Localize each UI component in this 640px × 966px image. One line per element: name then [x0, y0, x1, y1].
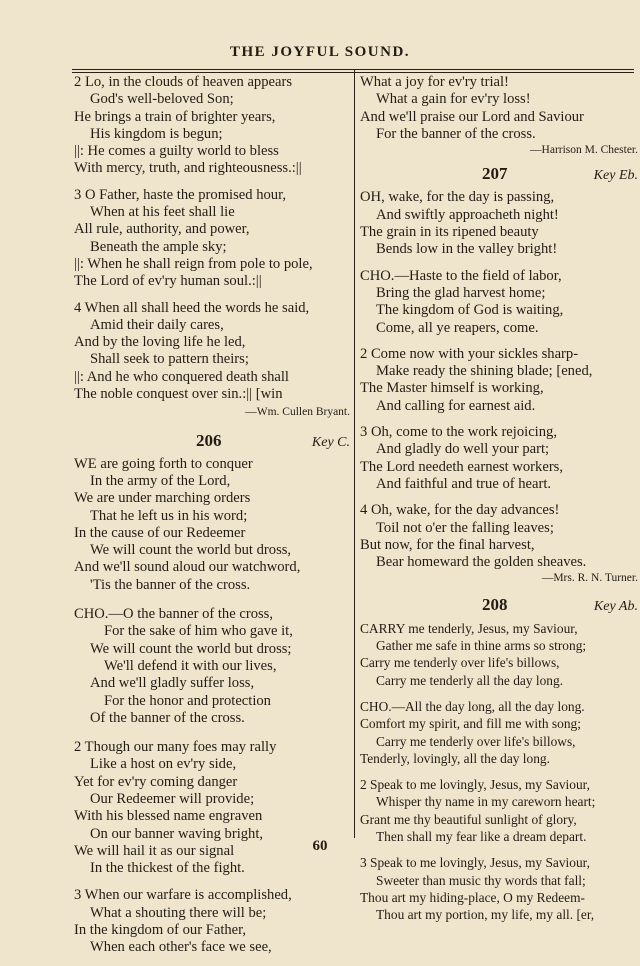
hymn-key: Key Ab.: [593, 598, 638, 614]
verse-line: Then shall my fear like a dream depart.: [376, 828, 587, 844]
hymn-206-stanza-1: [74, 456, 350, 594]
verse-line: Carry me tenderly over life's billows,: [360, 655, 560, 671]
verse-line: ||: And he who conquered death shall: [74, 368, 289, 385]
verse-line: CARRY me tenderly, Jesus, my Saviour,: [360, 620, 578, 636]
verse-line: God's well-beloved Son;: [90, 91, 234, 108]
hymn-207-stanza-2: [360, 346, 638, 415]
verse-line: We will count the world but dross;: [90, 640, 292, 657]
verse-line: Of the banner of the cross.: [90, 709, 245, 726]
verse-line: Tenderly, lovingly, all the day long.: [360, 750, 550, 766]
verse-line: That he left us in his word;: [90, 507, 248, 524]
verse-line: His kingdom is begun;: [90, 125, 223, 142]
top-rule: [72, 69, 634, 70]
verse-line: Come, all ye reapers, come.: [376, 319, 539, 336]
verse-line: We will hail it as our signal: [74, 842, 235, 859]
verse-line: Bring the glad harvest home;: [376, 284, 546, 301]
verse-line: We are under marching orders: [74, 490, 251, 507]
verse-line: Toil not o'er the falling leaves;: [376, 519, 554, 536]
hymn-key: Key Eb.: [593, 168, 638, 184]
verse-line: Bear homeward the golden sheaves.: [376, 554, 587, 571]
verse-line: Thou art my portion, my life, my all. [er,: [376, 907, 595, 923]
verse-line: In the kingdom of our Father,: [74, 922, 247, 939]
verse-line: Gather me safe in thine arms so strong;: [376, 638, 587, 654]
verse-line: The grain in its ripened beauty: [360, 224, 539, 241]
verse-line: ||: When he shall reign from pole to pole,: [74, 255, 313, 272]
verse-line: 2 Though our many foes may rally: [74, 739, 277, 756]
verse-line: What a joy for ev'ry trial!: [360, 74, 509, 90]
verse-line: In the army of the Lord,: [90, 472, 231, 489]
running-header: THE JOYFUL SOUND.: [229, 44, 411, 60]
verse-line: And we'll praise our Lord and Saviour: [360, 108, 584, 125]
verse-line: All rule, authority, and power,: [74, 221, 250, 238]
verse-line: OH, wake, for the day is passing,: [360, 189, 555, 206]
verse-line: Our Redeemer will provide;: [90, 790, 255, 807]
verse-line: With mercy, truth, and righteousness.:||: [74, 160, 302, 177]
verse-line: 4 When all shall heed the words he said,: [74, 299, 310, 316]
verse-line: When at his feet shall lie: [90, 204, 235, 221]
hymn-208-stanza-2: [360, 776, 638, 845]
hymn-206-continuation: [360, 74, 638, 143]
verse-line: But now, for the final harvest,: [360, 536, 535, 553]
verse-line: Carry me tenderly all the day long.: [376, 672, 564, 688]
hymn-number: 206: [196, 430, 222, 450]
verse-line: The kingdom of God is waiting,: [376, 302, 564, 319]
hymn-207-stanza-3: [360, 424, 638, 493]
hymn-205-stanza-3: [74, 187, 350, 291]
verse-line: In the cause of our Redeemer: [74, 524, 246, 541]
verse-line: Amid their daily cares,: [90, 316, 224, 333]
page-number: 60: [312, 838, 328, 854]
verse-line: The Master himself is working,: [360, 380, 544, 397]
verse-line: Like a host on ev'ry side,: [90, 756, 237, 773]
verse-line: Grant me thy beautiful sunlight of glory,: [360, 811, 577, 827]
hymn-206-heading: [74, 432, 350, 456]
verse-line: For the sake of him who gave it,: [104, 623, 293, 640]
verse-line: Whisper thy name in my careworn heart;: [376, 794, 596, 810]
hymn-208-heading: [360, 596, 638, 620]
verse-line: Bends low in the valley bright!: [376, 241, 558, 258]
verse-line: We'll defend it with our lives,: [104, 657, 277, 674]
verse-line: 2 Speak to me lovingly, Jesus, my Saviour,: [360, 777, 590, 793]
verse-line: And faithful and true of heart.: [376, 475, 552, 492]
left-column: [74, 74, 350, 966]
hymn-206-chorus: [74, 606, 350, 727]
verse-line: 4 Oh, wake, for the day advances!: [360, 502, 560, 519]
verse-line: And swiftly approacheth night!: [376, 206, 559, 223]
hymn-205-stanza-2: [74, 74, 350, 178]
right-column: [360, 74, 638, 923]
verse-line: CHO.—Haste to the field of labor,: [360, 267, 562, 284]
verse-line: Make ready the shining blade; [ened,: [376, 363, 593, 380]
verse-line: The Lord of ev'ry human soul.:||: [74, 273, 262, 290]
hymn-206-stanza-3: [74, 887, 350, 956]
verse-line: 2 Lo, in the clouds of heaven appears: [74, 74, 293, 90]
verse-line: The noble conquest over sin.:|| [win: [74, 386, 283, 403]
hymn-207-heading: [360, 165, 638, 189]
verse-line: With his blessed name engraven: [74, 808, 263, 825]
hymn-207-stanza-1: [360, 189, 638, 258]
verse-line: Beneath the ample sky;: [90, 238, 227, 255]
hymn-205-stanza-4: [74, 300, 350, 404]
verse-line: ||: He comes a guilty world to bless: [74, 143, 279, 160]
verse-line: CHO.—All the day long, all the day long.: [360, 698, 585, 714]
verse-line: 3 When our warfare is accomplished,: [74, 887, 292, 904]
verse-line: For the banner of the cross.: [376, 125, 536, 142]
verse-line: Carry me tenderly over life's billows,: [376, 733, 576, 749]
verse-line: 3 Speak to me lovingly, Jesus, my Saviour,: [360, 855, 590, 871]
hymn-206-stanza-2: [74, 739, 350, 877]
verse-line: And calling for earnest aid.: [376, 397, 536, 414]
verse-line: On our banner waving bright,: [90, 825, 264, 842]
hymn-207-stanza-4: [360, 502, 638, 571]
verse-line: What a shouting there will be;: [90, 904, 267, 921]
verse-line: Thou art my hiding-place, O my Redeem-: [360, 889, 585, 905]
verse-line: 3 O Father, haste the promised hour,: [74, 186, 287, 203]
hymn-207-chorus: [360, 268, 638, 337]
verse-line: 'Tis the banner of the cross.: [90, 576, 251, 593]
verse-line: Sweeter than music thy words that fall;: [376, 872, 586, 888]
hymn-205-author: —Wm. Cullen Bryant.: [245, 406, 350, 419]
hymn-208-chorus: [360, 698, 638, 767]
verse-line: CHO.—O the banner of the cross,: [74, 606, 273, 623]
hymn-number: 208: [482, 594, 508, 614]
verse-line: Yet for ev'ry coming danger: [74, 773, 238, 790]
verse-line: Comfort my spirit, and fill me with song;: [360, 716, 581, 732]
hymn-number: 207: [482, 164, 508, 184]
hymn-key: Key C.: [311, 434, 350, 450]
verse-line: And we'll gladly suffer loss,: [90, 675, 255, 692]
hymn-207-author: —Mrs. R. N. Turner.: [541, 572, 638, 585]
verse-line: 3 Oh, come to the work rejoicing,: [360, 424, 557, 441]
verse-line: In the thickest of the fight.: [90, 860, 245, 877]
top-rule-thin: [72, 72, 634, 73]
verse-line: We will count the world but dross,: [90, 542, 292, 559]
verse-line: And gladly do well your part;: [376, 441, 550, 458]
verse-line: For the honor and protection: [104, 692, 271, 709]
verse-line: WE are going forth to conquer: [74, 455, 253, 472]
verse-line: 2 Come now with your sickles sharp-: [360, 345, 579, 362]
verse-line: He brings a train of brighter years,: [74, 108, 276, 125]
hymn-206-author: —Harrison M. Chester.: [530, 144, 638, 157]
verse-line: When each other's face we see,: [90, 939, 272, 956]
verse-line: And we'll sound aloud our watchword,: [74, 559, 301, 576]
verse-line: What a gain for ev'ry loss!: [376, 91, 531, 108]
verse-line: Shall seek to pattern theirs;: [90, 351, 249, 368]
verse-line: And by the loving life he led,: [74, 334, 246, 351]
hymn-208-stanza-1: [360, 620, 638, 689]
verse-line: The Lord needeth earnest workers,: [360, 458, 564, 475]
